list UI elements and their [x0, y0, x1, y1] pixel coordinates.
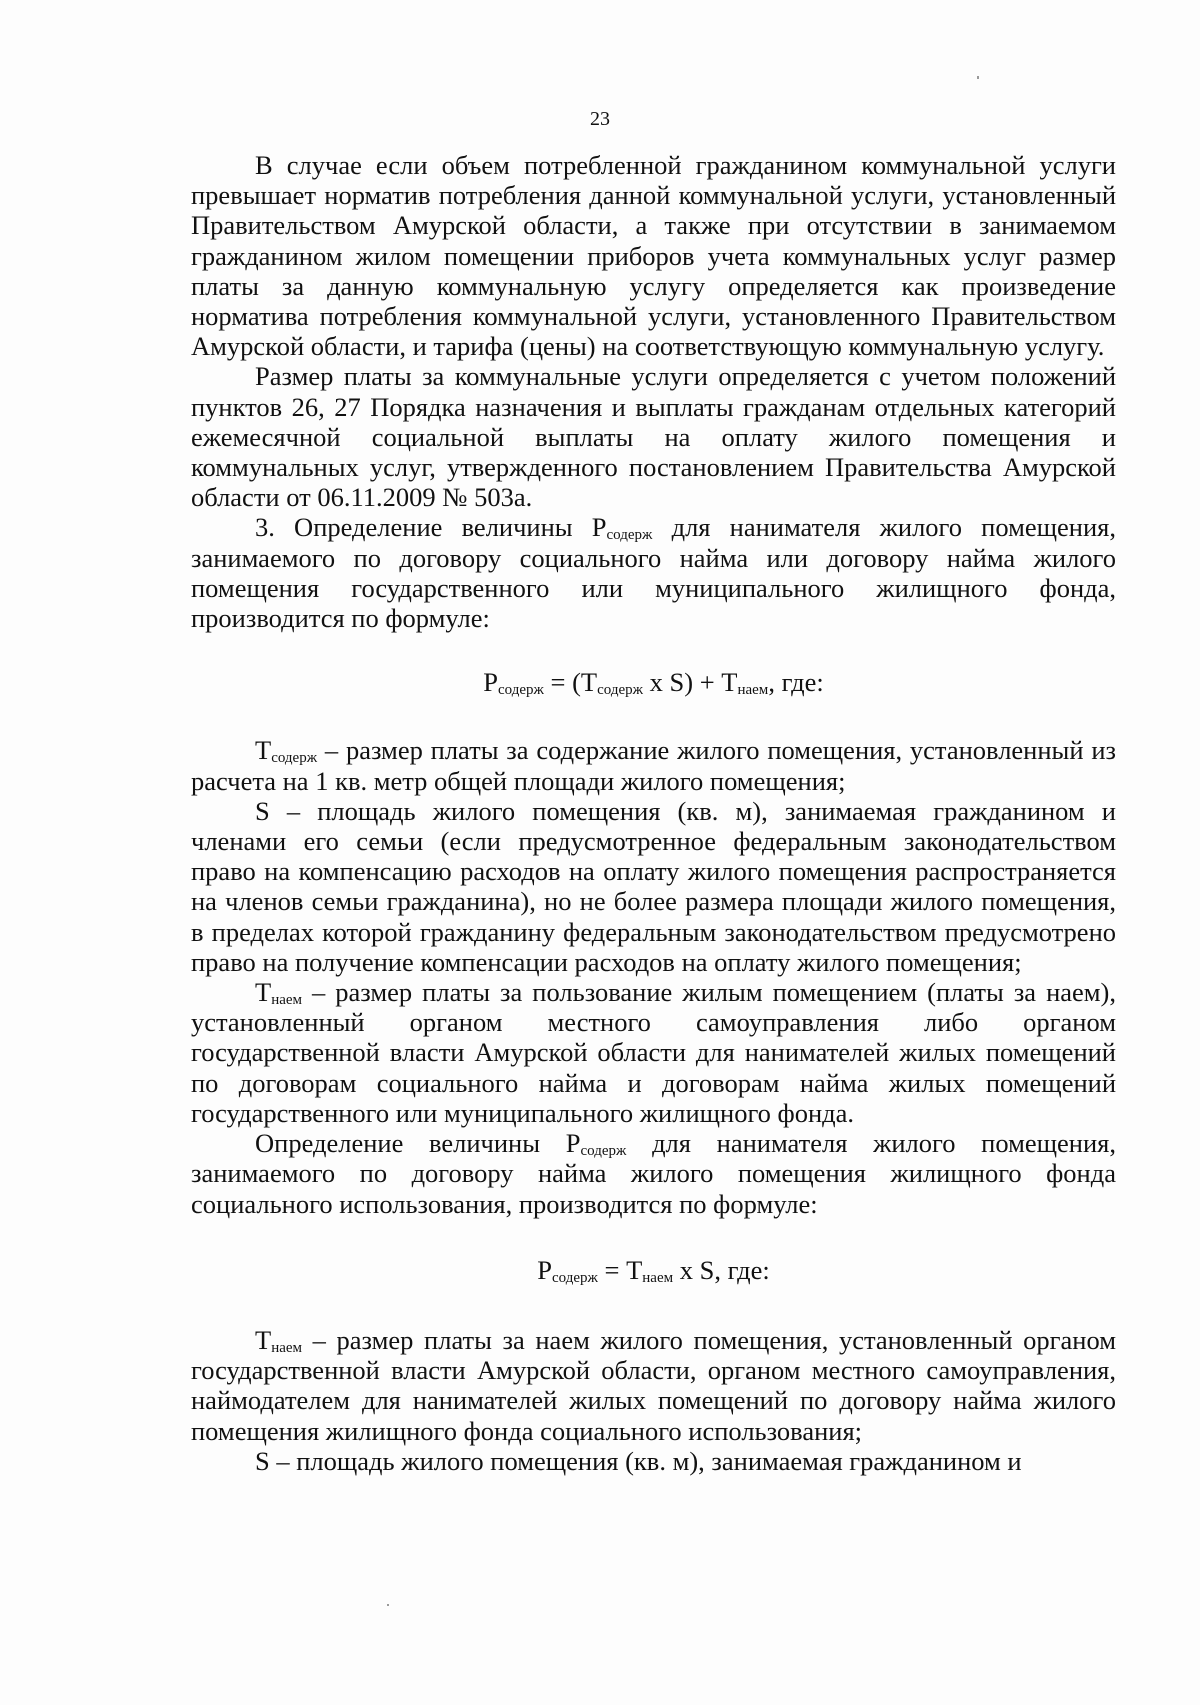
paragraph-t-rent-social-use — [191, 1325, 1116, 1446]
text-segment: T — [255, 977, 272, 1008]
paragraph-definition-social-use — [191, 1128, 1116, 1219]
text-segment: для нанимателя жилого помещения, занимаемого по договору социального найма или договору найма жилого помещения государственного или муниципального жилищного фонда, производится по формуле: — [191, 512, 1116, 634]
formula-subscript: наем — [642, 1269, 674, 1286]
paragraph-s-area: S – площадь жилого помещения (кв. м), занимаемая гражданином и членами его семьи (если предусмотренное федеральным законодательством право на компенсацию расходов на оплату жилого помещения распространяется на членов семьи гражданина), но не более размера площади жилого помещения, в пределах которой гражданину федеральным законодательством предусмотрено право на получение компенсации расходов на оплату жилого помещения; — [191, 795, 1116, 977]
paragraph-utility-overconsumption: В случае если объем потребленной гражданином коммунальной услуги превышает норматив потребления данной коммунальной услуги, установленный Правительством Амурской области, а также при отсутствии в занимаемом гражданином жилом помещении приборов учета коммунальных услуг размер платы за данную коммунальную услугу определяется как произведение норматива потребления коммунальной услуги, установленного Правительством Амурской области, и тарифа (цены) на соответствующую коммунальную услугу. — [191, 150, 1116, 362]
text-segment: – размер платы за содержание жилого помещения, установленный из расчета на 1 кв. метр общей площади жилого помещения; — [191, 735, 1116, 796]
subscript: наем — [271, 992, 303, 1009]
scan-speck — [387, 1604, 389, 1606]
paragraph-definition-social-lease — [191, 512, 1116, 633]
formula-segment: , где: — [768, 667, 824, 698]
paragraph-s-area-continued: S – площадь жилого помещения (кв. м), занимаемая гражданином и — [255, 1445, 1022, 1476]
formula-segment: = (T — [543, 667, 598, 698]
formula-social-lease — [191, 633, 1116, 735]
formula-subscript: содерж — [551, 1269, 598, 1286]
text-segment: T — [255, 735, 272, 766]
subscript: содерж — [271, 750, 318, 767]
formula-subscript: содерж — [498, 682, 544, 699]
formula-segment: x S) + T — [643, 667, 738, 698]
text-segment: для нанимателя жилого помещения, занимаемого по договору найма жилого помещения жилищного фонда социального использования, производится по формуле: — [191, 1128, 1116, 1219]
paragraph-t-maintenance — [191, 735, 1116, 795]
formula-symbol: P — [483, 667, 499, 698]
formula-subscript: содерж — [597, 682, 644, 699]
text-segment: 3. Определение величины P — [255, 512, 607, 543]
text-segment: – размер платы за пользование жилым помещением (платы за наем), установленный органом местного самоуправления либо органом государственной власти Амурской области для нанимателей жилых помещений по договорам социального найма и договорам найма жилых помещений государственного или муниципального жилищного фонда. — [191, 977, 1116, 1128]
formula-symbol: P — [537, 1254, 552, 1285]
text-segment: Определение величины P — [255, 1128, 581, 1159]
subscript: наем — [271, 1339, 303, 1356]
subscript: содерж — [606, 527, 653, 544]
page-number: 23 — [590, 108, 610, 130]
document-body — [191, 150, 1116, 1476]
formula-subscript: наем — [737, 682, 769, 699]
subscript: содерж — [580, 1143, 627, 1160]
text-segment: – размер платы за наем жилого помещения, установленный органом государственной власти Амурской области, органом местного самоуправления, наймодателем для нанимателей жилых помещений по договору найма жилого помещения жилищного фонда социального использования; — [191, 1324, 1116, 1446]
paragraph-t-rent — [191, 977, 1116, 1128]
formula-segment: = T — [597, 1254, 643, 1285]
paragraph-utility-payment-size: Размер платы за коммунальные услуги определяется с учетом положений пунктов 26, 27 Порядка назначения и выплаты гражданам отдельных категорий ежемесячной социальной выплаты на оплату жилого помещения и коммунальных услуг, утвержденного постановлением Правительства Амурской области от 06.11.2009 № 503а. — [191, 361, 1116, 513]
formula-segment: x S, где: — [673, 1254, 770, 1285]
formula-social-use — [191, 1219, 1116, 1325]
text-segment: T — [255, 1324, 272, 1355]
scan-speck — [977, 76, 979, 79]
